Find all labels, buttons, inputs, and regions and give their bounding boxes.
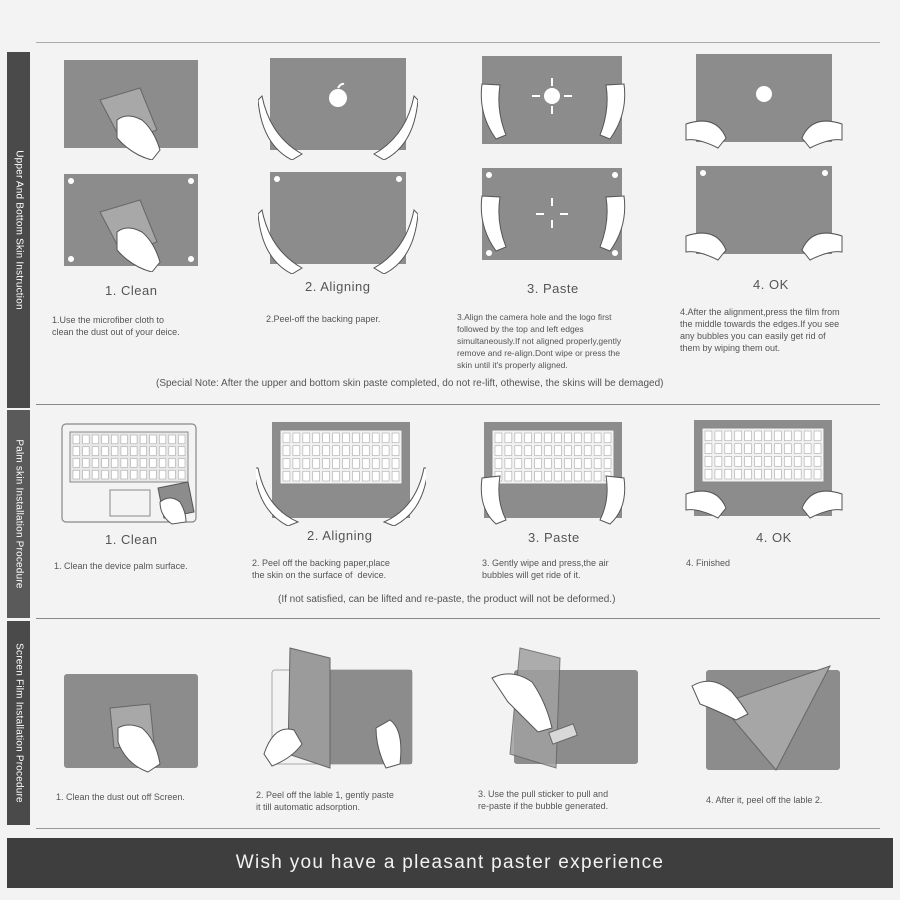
section-1-label: Upper And Bottom Skin Instruction	[13, 150, 24, 310]
footer-banner	[7, 838, 893, 888]
keyboard-key	[604, 459, 611, 469]
section-1-note: (Special Note: After the upper and bottom skin paste completed, do not re-lift, othewise, the skins will be demaged)	[156, 378, 664, 389]
keyboard-key	[705, 457, 712, 467]
keyboard-key	[150, 459, 157, 468]
keyboard-key	[765, 444, 772, 454]
section-1-step-3-desc: 3.Align the camera hole and the logo first followed by the top and left edges simultaneously.If not aligned properly,gently remove and re-align.Dont wipe or press the skin until it's properly aligned.	[457, 312, 622, 370]
keyboard-key	[745, 469, 752, 479]
section-3-step-4-desc: 4. After it, peel off the lable 2.	[706, 795, 823, 805]
palm-paste-illustration	[478, 418, 628, 526]
keyboard-key	[83, 470, 90, 479]
keyboard-key	[283, 471, 290, 481]
keyboard-key	[169, 470, 176, 479]
keyboard-key	[715, 444, 722, 454]
keyboard-key	[725, 469, 732, 479]
keyboard-key	[140, 447, 147, 456]
bottom-skin-aligning-illustration	[258, 170, 418, 274]
keyboard-key	[352, 433, 359, 443]
keyboard-key	[794, 457, 801, 467]
keyboard-key	[73, 447, 80, 456]
keyboard-key	[293, 446, 300, 456]
keyboard-key	[745, 431, 752, 441]
keyboard-key	[745, 457, 752, 467]
keyboard-key	[102, 447, 109, 456]
keyboard-key	[352, 471, 359, 481]
keyboard-key	[382, 433, 389, 443]
keyboard-key	[774, 469, 781, 479]
upper-skin-aligning-illustration	[258, 56, 418, 160]
keyboard-key	[594, 433, 601, 443]
keyboard-key	[73, 435, 80, 444]
keyboard-key	[804, 457, 811, 467]
keyboard-key	[594, 471, 601, 481]
keyboard-key	[745, 444, 752, 454]
keyboard-key	[515, 446, 522, 456]
keyboard-key	[92, 435, 99, 444]
keyboard-key	[303, 446, 310, 456]
keyboard-key	[140, 470, 147, 479]
keyboard-key	[774, 431, 781, 441]
keyboard-key	[735, 469, 742, 479]
keyboard-key	[293, 433, 300, 443]
keyboard-key	[159, 435, 166, 444]
keyboard-key	[140, 435, 147, 444]
keyboard-key	[362, 446, 369, 456]
keyboard-key	[392, 459, 399, 469]
section-2-step-4-title: 4. OK	[756, 530, 792, 545]
keyboard-key	[725, 444, 732, 454]
keyboard-key	[333, 433, 340, 443]
keyboard-key	[725, 457, 732, 467]
keyboard-key	[333, 471, 340, 481]
keyboard-key	[515, 471, 522, 481]
bottom-skin-clean-illustration	[62, 172, 202, 272]
keyboard-key	[814, 444, 821, 454]
keyboard-key	[784, 457, 791, 467]
keyboard-key	[92, 447, 99, 456]
keyboard-key	[73, 470, 80, 479]
keyboard-key	[715, 469, 722, 479]
keyboard-key	[111, 470, 118, 479]
keyboard-key	[343, 433, 350, 443]
keyboard-key	[604, 446, 611, 456]
keyboard-key	[525, 433, 532, 443]
keyboard-key	[755, 457, 762, 467]
keyboard-key	[735, 444, 742, 454]
keyboard-key	[814, 457, 821, 467]
keyboard-key	[352, 446, 359, 456]
keyboard-key	[735, 431, 742, 441]
keyboard-key	[372, 459, 379, 469]
divider-bottom	[36, 828, 880, 829]
section-1-sidebar	[7, 52, 30, 408]
keyboard-key	[102, 459, 109, 468]
keyboard-key	[283, 446, 290, 456]
keyboard-key	[495, 459, 502, 469]
keyboard-key	[784, 444, 791, 454]
section-2-step-3-title: 3. Paste	[528, 530, 580, 545]
bottom-skin-paste-illustration	[478, 166, 628, 266]
section-3-step-2-desc: 2. Peel off the lable 1, gently paste it till automatic adsorption.	[256, 790, 394, 812]
keyboard-key	[574, 459, 581, 469]
keyboard-key	[169, 459, 176, 468]
keyboard-key	[150, 435, 157, 444]
keyboard-key	[131, 459, 138, 468]
keyboard-key	[604, 433, 611, 443]
keyboard-key	[121, 459, 128, 468]
keyboard-key	[92, 470, 99, 479]
keyboard-key	[535, 459, 542, 469]
keyboard-key	[372, 433, 379, 443]
keyboard-key	[515, 433, 522, 443]
keyboard-key	[131, 470, 138, 479]
keyboard-key	[382, 459, 389, 469]
section-1-step-4-desc: 4.After the alignment,press the film from the middle towards the edges.If you see any bubbles you can easily get rid of them by wiping them out.	[680, 307, 840, 353]
keyboard-key	[131, 435, 138, 444]
keyboard-key	[564, 471, 571, 481]
keyboard-key	[293, 459, 300, 469]
keyboard-key	[102, 470, 109, 479]
keyboard-key	[150, 470, 157, 479]
keyboard-key	[303, 459, 310, 469]
section-2-step-2-title: 2. Aligning	[307, 528, 373, 543]
keyboard-key	[564, 446, 571, 456]
keyboard-key	[594, 459, 601, 469]
keyboard-key	[102, 435, 109, 444]
keyboard-key	[505, 446, 512, 456]
keyboard-key	[755, 444, 762, 454]
keyboard-key	[555, 446, 562, 456]
keyboard-key	[140, 459, 147, 468]
keyboard-key	[545, 446, 552, 456]
keyboard-key	[814, 469, 821, 479]
keyboard-key	[584, 471, 591, 481]
keyboard-key	[323, 471, 330, 481]
keyboard-key	[333, 446, 340, 456]
keyboard-key	[545, 459, 552, 469]
keyboard-key	[111, 447, 118, 456]
keyboard-key	[352, 459, 359, 469]
keyboard-icon	[70, 432, 188, 482]
section-2-step-2-desc: 2. Peel off the backing paper,place the skin on the surface of device.	[252, 558, 390, 580]
keyboard-key	[574, 471, 581, 481]
keyboard-key	[735, 457, 742, 467]
keyboard-key	[313, 459, 320, 469]
keyboard-key	[755, 469, 762, 479]
keyboard-key	[372, 471, 379, 481]
keyboard-key	[495, 446, 502, 456]
keyboard-key	[83, 435, 90, 444]
keyboard-key	[121, 447, 128, 456]
upper-skin-ok-illustration	[684, 52, 844, 152]
keyboard-key	[343, 459, 350, 469]
keyboard-key	[705, 444, 712, 454]
section-3-step-3-desc: 3. Use the pull sticker to pull and re-paste if the bubble generated.	[478, 789, 609, 811]
keyboard-key	[121, 435, 128, 444]
section-3-step-1-desc: 1. Clean the dust out off Screen.	[56, 792, 185, 802]
keyboard-key	[178, 435, 185, 444]
keyboard-key	[505, 471, 512, 481]
divider-1	[36, 404, 880, 405]
keyboard-key	[159, 470, 166, 479]
keyboard-key	[545, 433, 552, 443]
section-1-step-2-desc: 2.Peel-off the backing paper.	[266, 314, 381, 324]
keyboard-key	[804, 431, 811, 441]
keyboard-key	[303, 433, 310, 443]
section-1-step-3-title: 3. Paste	[527, 281, 579, 296]
keyboard-key	[515, 459, 522, 469]
divider-2	[36, 618, 880, 619]
section-2-step-4-desc: 4. Finished	[686, 558, 731, 568]
keyboard-key	[121, 470, 128, 479]
keyboard-key	[73, 459, 80, 468]
keyboard-key	[362, 433, 369, 443]
keyboard-key	[505, 433, 512, 443]
section-2-label: Palm skin Installation Procedure	[13, 439, 24, 589]
keyboard-key	[150, 447, 157, 456]
keyboard-key	[362, 459, 369, 469]
keyboard-key	[794, 431, 801, 441]
screen-clean-illustration	[62, 670, 202, 778]
keyboard-key	[765, 457, 772, 467]
keyboard-key	[178, 470, 185, 479]
keyboard-key	[169, 435, 176, 444]
keyboard-key	[584, 446, 591, 456]
keyboard-key	[594, 446, 601, 456]
keyboard-key	[392, 433, 399, 443]
keyboard-key	[804, 444, 811, 454]
keyboard-key	[362, 471, 369, 481]
section-3-sidebar	[7, 621, 30, 825]
keyboard-key	[111, 435, 118, 444]
keyboard-key	[495, 433, 502, 443]
screen-peel-label-2-illustration	[690, 664, 846, 780]
screen-peel-illustration	[260, 644, 420, 776]
palm-ok-illustration	[684, 416, 844, 520]
keyboard-key	[525, 446, 532, 456]
keyboard-key	[564, 459, 571, 469]
section-1-step-1-title: 1. Clean	[105, 283, 158, 298]
keyboard-key	[545, 471, 552, 481]
keyboard-key	[774, 457, 781, 467]
section-2-step-3-desc: 3. Gently wipe and press,the air bubbles will get ride of it.	[482, 558, 609, 580]
keyboard-key	[705, 431, 712, 441]
keyboard-key	[574, 446, 581, 456]
keyboard-key	[794, 469, 801, 479]
section-2-sidebar	[7, 410, 30, 618]
keyboard-key	[323, 446, 330, 456]
keyboard-key	[804, 469, 811, 479]
keyboard-key	[814, 431, 821, 441]
keyboard-key	[372, 446, 379, 456]
upper-skin-clean-illustration	[62, 60, 202, 160]
keyboard-key	[755, 431, 762, 441]
keyboard-key	[392, 446, 399, 456]
keyboard-key	[725, 431, 732, 441]
keyboard-key	[178, 459, 185, 468]
keyboard-key	[159, 447, 166, 456]
section-3-label: Screen Film Installation Procedure	[13, 643, 24, 803]
keyboard-key	[505, 459, 512, 469]
keyboard-key	[293, 471, 300, 481]
keyboard-key	[555, 433, 562, 443]
keyboard-key	[705, 469, 712, 479]
keyboard-key	[715, 431, 722, 441]
keyboard-key	[535, 433, 542, 443]
keyboard-key	[333, 459, 340, 469]
keyboard-key	[535, 471, 542, 481]
keyboard-key	[131, 447, 138, 456]
keyboard-key	[535, 446, 542, 456]
section-1-step-4-title: 4. OK	[753, 277, 789, 292]
keyboard-key	[555, 459, 562, 469]
bottom-skin-ok-illustration	[684, 164, 844, 264]
keyboard-key	[313, 433, 320, 443]
keyboard-key	[169, 447, 176, 456]
upper-skin-paste-illustration	[478, 54, 628, 154]
section-2-step-1-title: 1. Clean	[105, 532, 158, 547]
keyboard-key	[555, 471, 562, 481]
keyboard-key	[382, 446, 389, 456]
section-1-step-1-desc: 1.Use the microfiber cloth to clean the dust out of your deice.	[52, 315, 180, 337]
keyboard-key	[323, 433, 330, 443]
section-1-step-2-title: 2. Aligning	[305, 279, 371, 294]
keyboard-key	[564, 433, 571, 443]
keyboard-key	[584, 459, 591, 469]
screen-pull-sticker-illustration	[490, 644, 640, 776]
keyboard-key	[178, 447, 185, 456]
footer-message: Wish you have a pleasant paster experience	[235, 852, 665, 873]
palm-aligning-illustration	[256, 418, 426, 526]
keyboard-key	[83, 447, 90, 456]
keyboard-key	[283, 459, 290, 469]
keyboard-key	[111, 459, 118, 468]
keyboard-key	[283, 433, 290, 443]
keyboard-key	[574, 433, 581, 443]
keyboard-key	[303, 471, 310, 481]
keyboard-key	[382, 471, 389, 481]
keyboard-key	[765, 469, 772, 479]
keyboard-key	[343, 471, 350, 481]
keyboard-key	[83, 459, 90, 468]
keyboard-key	[525, 459, 532, 469]
keyboard-key	[784, 431, 791, 441]
keyboard-key	[392, 471, 399, 481]
keyboard-key	[323, 459, 330, 469]
keyboard-key	[784, 469, 791, 479]
keyboard-key	[343, 446, 350, 456]
divider-top	[36, 42, 880, 43]
keyboard-key	[774, 444, 781, 454]
keyboard-key	[765, 431, 772, 441]
keyboard-key	[525, 471, 532, 481]
keyboard-key	[794, 444, 801, 454]
palm-clean-illustration	[60, 422, 200, 526]
keyboard-key	[92, 459, 99, 468]
keyboard-key	[584, 433, 591, 443]
section-2-note: (If not satisfied, can be lifted and re-paste, the product will not be deformed.)	[278, 594, 616, 605]
section-2-step-1-desc: 1. Clean the device palm surface.	[54, 561, 188, 571]
keyboard-key	[715, 457, 722, 467]
keyboard-key	[159, 459, 166, 468]
keyboard-key	[313, 446, 320, 456]
keyboard-key	[313, 471, 320, 481]
